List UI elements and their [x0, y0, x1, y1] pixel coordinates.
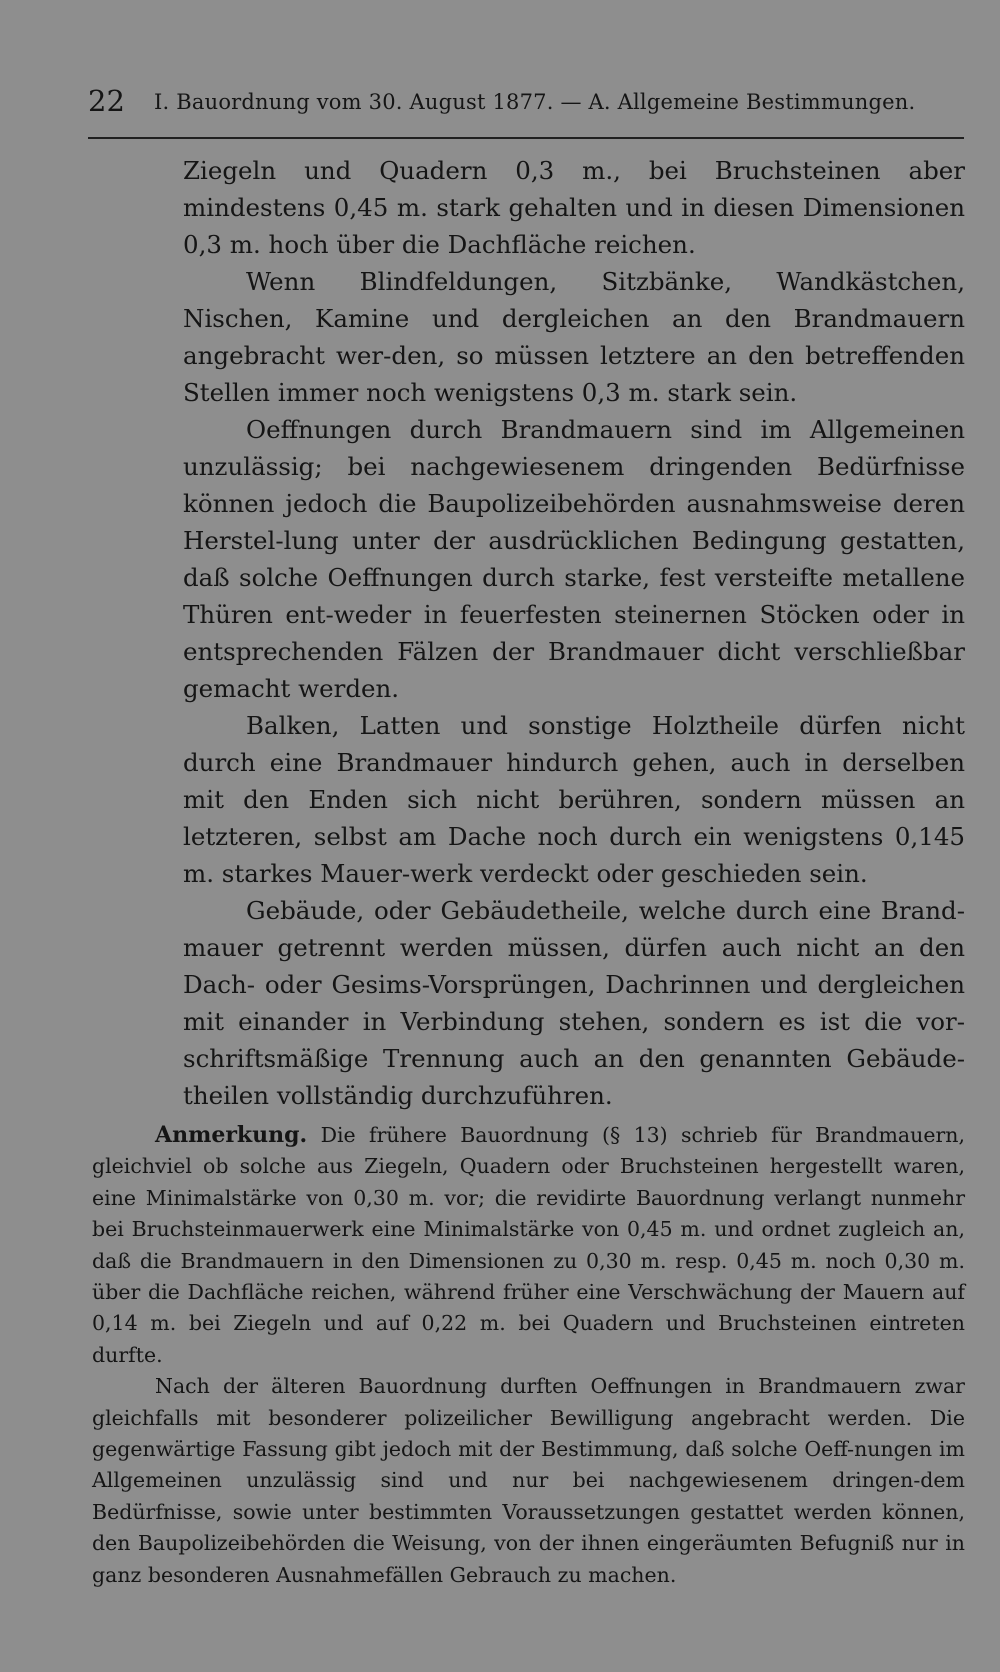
note-paragraph [92, 1120, 965, 1371]
header-rule [88, 137, 964, 139]
paragraph: Ziegeln und Quadern 0,3 m., bei Bruchsteinen aber mindestens 0,45 m. stark gehalten und in diesen Dimensionen 0,3 m. hoch über die Dachfläche reichen. [183, 156, 965, 259]
running-head: I. Bauordnung vom 30. August 1877. — A. Allgemeine Bestimmungen. [154, 90, 916, 114]
paragraph: Gebäude, oder Gebäudetheile, welche durch eine Brand-mauer getrennt werden müssen, dürfen auch nicht an den Dach- oder Gesims-Vorsprüngen, Dachrinnen und dergleichen mit einander in Verbindung stehen, sondern es ist die vor-schriftsmäßige Trennung auch an den genannten Gebäude-theilen vollständig durchzuführen. [183, 896, 965, 1110]
main-text [183, 152, 965, 1114]
page-header [88, 84, 964, 118]
paragraph: Balken, Latten und sonstige Holztheile dürfen nicht durch eine Brandmauer hindurch gehen, auch in derselben mit den Enden sich nicht berühren, sondern müssen an letzteren, selbst am Dache noch durch ein wenigstens 0,145 m. starkes Mauer-werk verdeckt oder geschieden sein. [183, 711, 965, 888]
note-label: Anmerkung. [155, 1122, 308, 1148]
paragraph: Oeffnungen durch Brandmauern sind im Allgemeinen unzulässig; bei nachgewiesenem dringenden Bedürfnisse können jedoch die Baupolizeibehörden ausnahmsweise deren Herstel-lung unter der ausdrücklichen Bedingung gestatten, daß solche Oeffnungen durch starke, fest versteifte metallene Thüren ent-weder in feuerfesten steinernen Stöcken oder in entsprechenden Fälzen der Brandmauer dicht verschließbar gemacht werden. [183, 415, 965, 703]
page-number: 22 [88, 84, 125, 118]
note-paragraph: Nach der älteren Bauordnung durften Oeffnungen in Brandmauern zwar gleichfalls mit besonderer polizeilicher Bewilligung angebracht werden. Die gegenwärtige Fassung gibt jedoch mit der Bestimmung, daß solche Oeff-nungen im Allgemeinen unzulässig sind und nur bei nachgewiesenem dringen-dem Bedürfnisse, sowie unter bestimmten Voraussetzungen gestattet werden können, den Baupolizeibehörden die Weisung, von der ihnen eingeräumten Befugniß nur in ganz besonderen Ausnahmefällen Gebrauch zu machen. [92, 1374, 965, 1587]
paragraph: Wenn Blindfeldungen, Sitzbänke, Wandkästchen, Nischen, Kamine und dergleichen an den Brandmauern angebracht wer-den, so müssen letztere an den betreffenden Stellen immer noch wenigstens 0,3 m. stark sein. [183, 267, 965, 407]
annotation-note [92, 1120, 965, 1591]
note-text: Die frühere Bauordnung (§ 13) schrieb für Brandmauern, gleichviel ob solche aus Ziegeln, Quadern oder Bruchsteinen hergestellt waren, eine Minimalstärke von 0,30 m. vor; die revidirte Bauordnung verlangt nunmehr bei Bruchsteinmauerwerk eine Minimalstärke von 0,45 m. und ordnet zugleich an, daß die Brandmauern in den Dimensionen zu 0,30 m. resp. 0,45 m. noch 0,30 m. über die Dachfläche reichen, während früher eine Verschwächung der Mauern auf 0,14 m. bei Ziegeln und auf 0,22 m. bei Quadern und Bruchsteinen eintreten durfte. [92, 1123, 965, 1367]
